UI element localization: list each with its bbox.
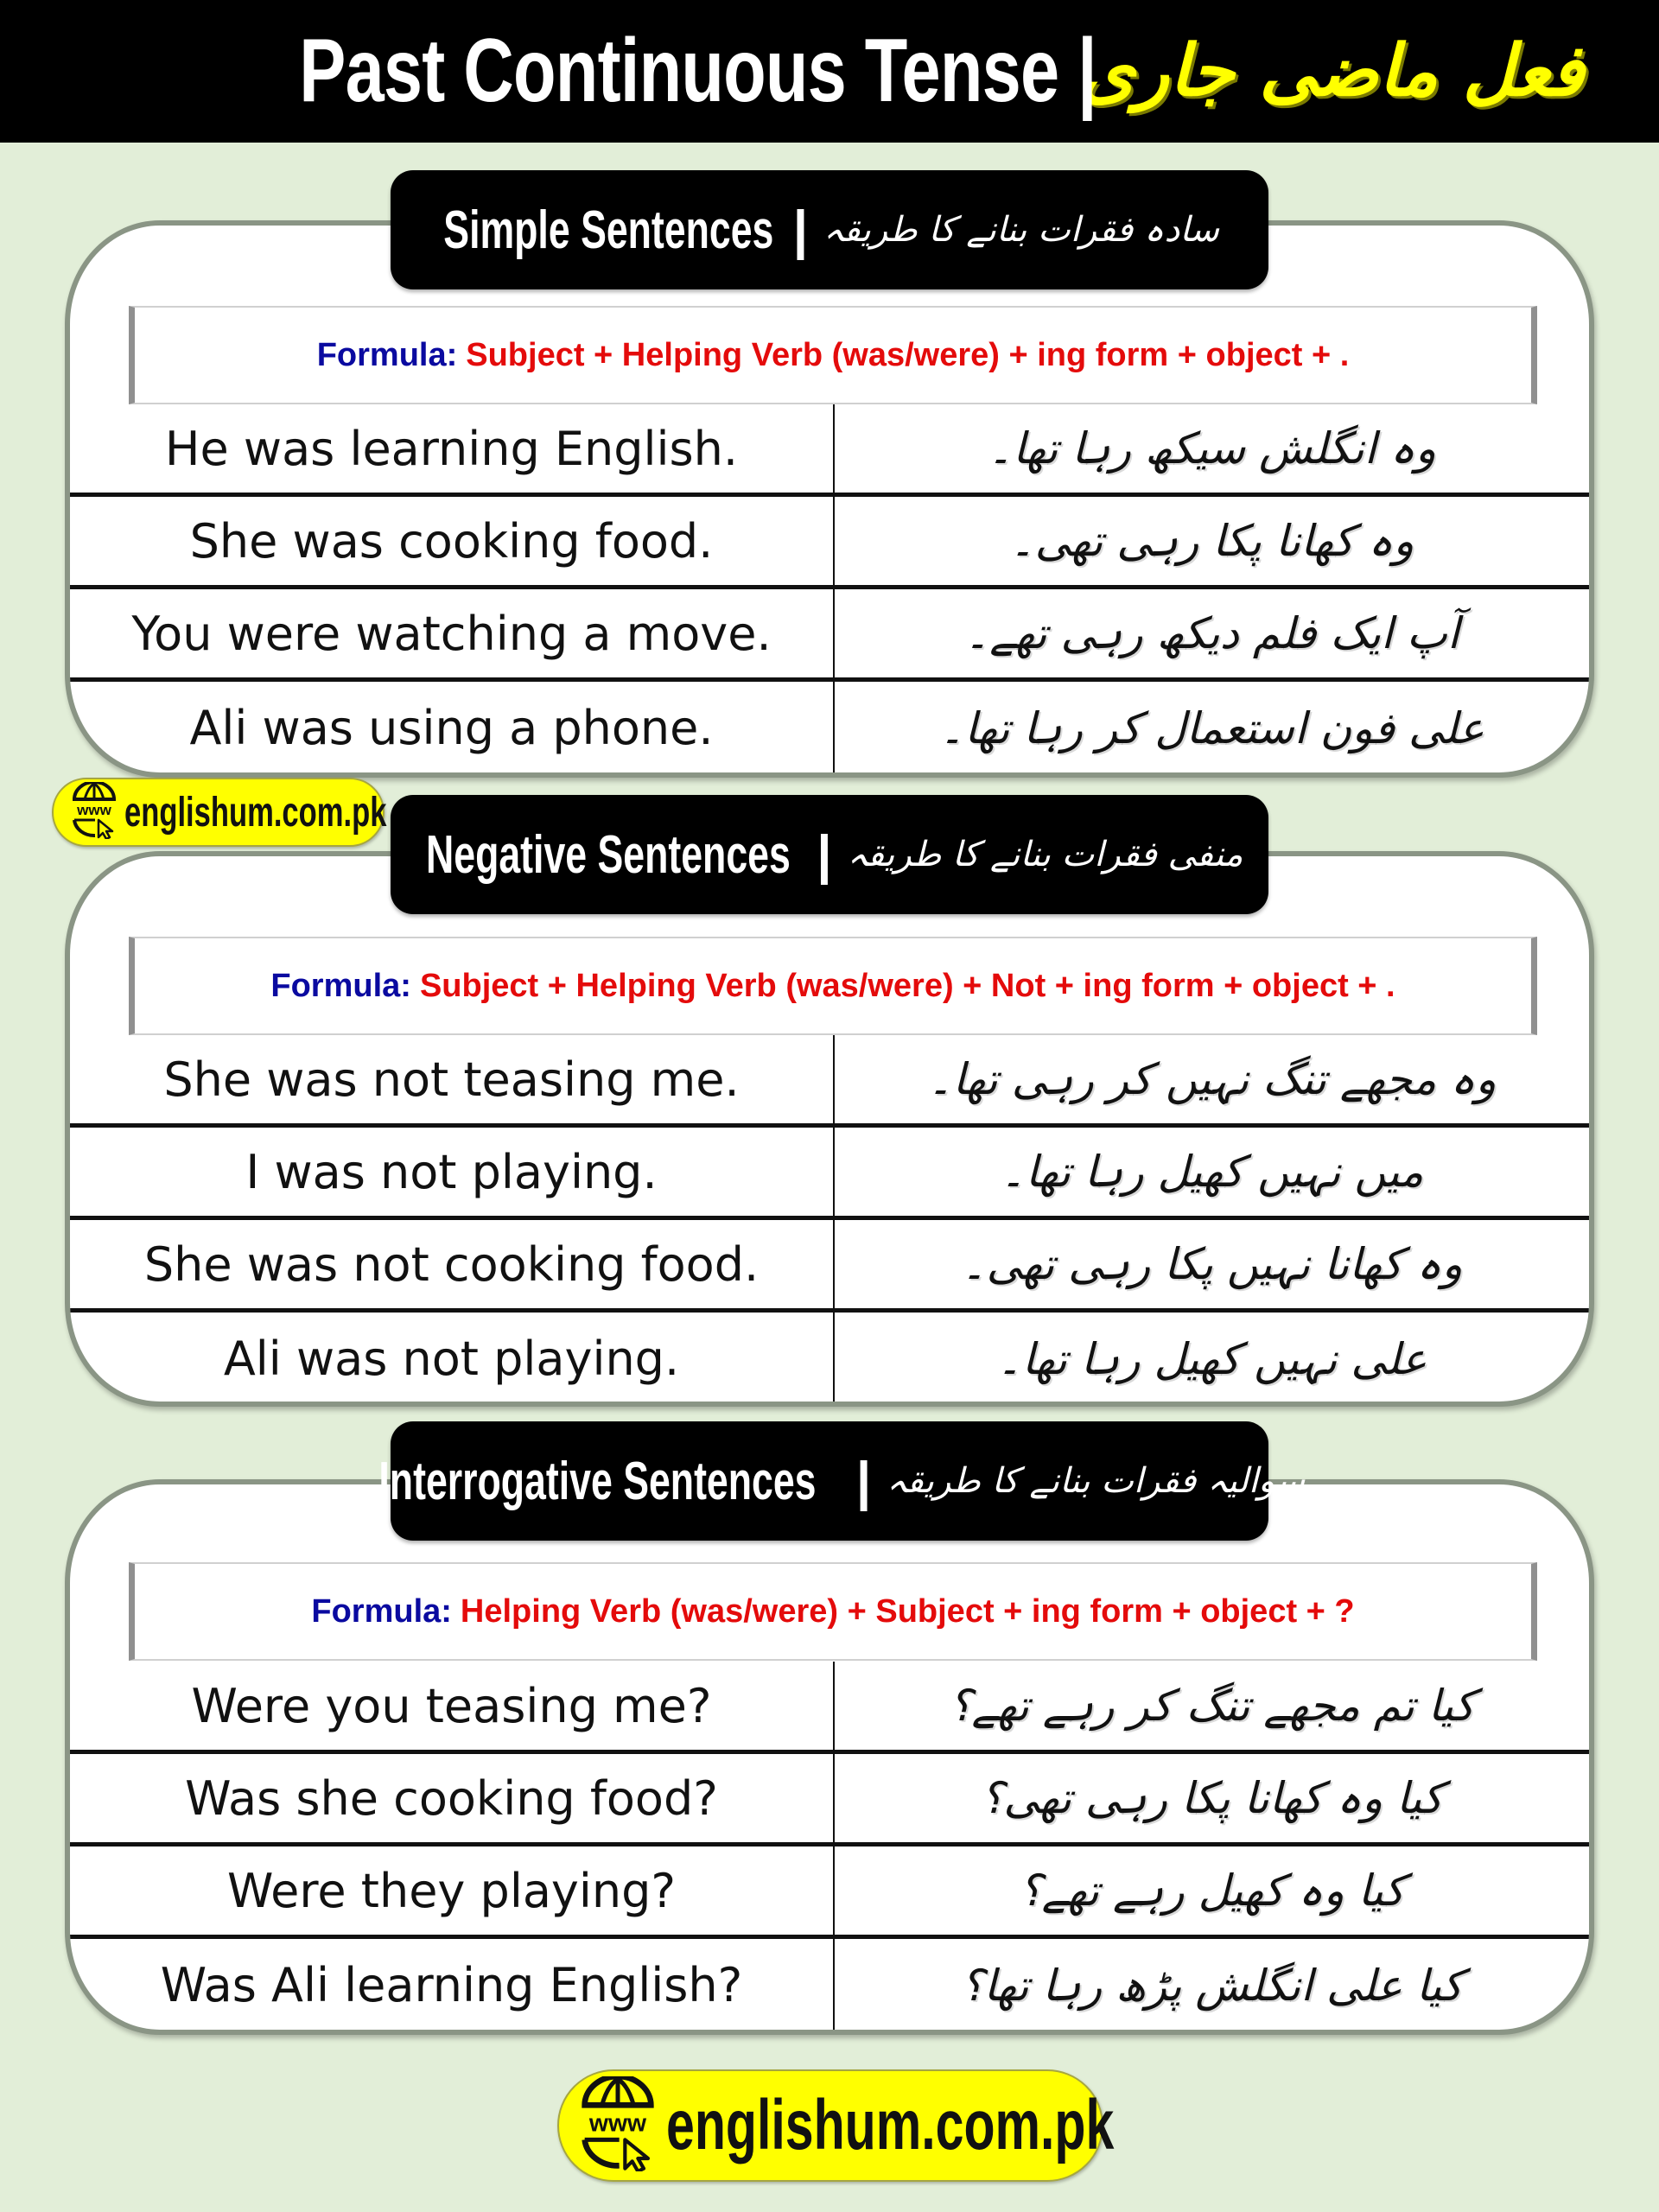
table-row: [70, 497, 1589, 589]
table-row: [70, 404, 1589, 497]
formula-box: [129, 1562, 1537, 1661]
english-sentence: Ali was not playing.: [70, 1313, 835, 1405]
table-row: [70, 682, 1589, 774]
sentence-table: [70, 1035, 1589, 1405]
label-separator: |: [817, 824, 832, 885]
formula-text: Helping Verb (was/were) + Subject + ing form + object + ?: [460, 1592, 1355, 1630]
section-panel-negative: [65, 851, 1594, 1407]
formula-text: Subject + Helping Verb (was/were) + ing form + object + .: [466, 336, 1350, 373]
section-panel-interrogative: [65, 1479, 1594, 2035]
svg-text:www: www: [77, 801, 111, 818]
table-row: [70, 1662, 1589, 1754]
page-header: [0, 0, 1659, 143]
english-sentence: You were watching a move.: [70, 589, 835, 677]
table-row: [70, 1035, 1589, 1128]
section-label-urdu: منفی فقرات بنانے کا طریقہ: [847, 835, 1243, 874]
english-sentence: Was she cooking food?: [70, 1754, 835, 1842]
table-row: [70, 1847, 1589, 1939]
sentence-table: [70, 404, 1589, 774]
svg-text:www: www: [588, 2108, 647, 2137]
section-panel-simple: [65, 220, 1594, 778]
urdu-translation: کیا علی انگلش پڑھ رہا تھا؟: [960, 1960, 1464, 2011]
website-badge-small[interactable]: [52, 778, 385, 847]
english-sentence: He was learning English.: [70, 404, 835, 493]
page-title: Past Continuous Tense |: [299, 21, 1097, 121]
formula-label: Formula:: [311, 1592, 452, 1630]
table-row: [70, 1939, 1589, 2031]
english-sentence: She was not cooking food.: [70, 1220, 835, 1308]
urdu-translation: آپ ایک فلم دیکھ رہی تھے۔: [964, 608, 1459, 658]
page-title-urdu: فعل ماضی جاری: [1079, 30, 1585, 112]
website-url[interactable]: englishum.com.pk: [124, 789, 387, 836]
english-sentence: Were you teasing me?: [70, 1662, 835, 1750]
formula-box: [129, 937, 1537, 1035]
urdu-translation: میں نہیں کھیل رہا تھا۔: [1000, 1147, 1424, 1197]
urdu-translation: وہ کھانا نہیں پکا رہی تھی۔: [961, 1239, 1463, 1289]
formula-box: [129, 306, 1537, 404]
english-sentence: Was Ali learning English?: [70, 1939, 835, 2031]
globe-cursor-icon: [69, 782, 119, 843]
english-sentence: She was not teasing me.: [70, 1035, 835, 1123]
section-label-interrogative: [378, 1421, 1306, 1541]
table-row: [70, 589, 1589, 682]
section-label-urdu: سادہ فقرات بنانے کا طریقہ: [823, 210, 1219, 250]
urdu-translation: کیا تم مجھے تنگ کر رہے تھے؟: [949, 1681, 1475, 1731]
table-row: [70, 1754, 1589, 1847]
website-badge-large[interactable]: [557, 2069, 1115, 2182]
formula-label: Formula:: [270, 967, 411, 1004]
section-label-text: Simple Sentences: [443, 200, 774, 260]
table-row: [70, 1128, 1589, 1220]
urdu-translation: وہ انگلش سیکھ رہا تھا۔: [987, 423, 1437, 474]
english-sentence: I was not playing.: [70, 1128, 835, 1216]
section-label-urdu: سوالیہ فقرات بنانے کا طریقہ: [887, 1461, 1306, 1501]
globe-cursor-icon: [575, 2076, 661, 2176]
urdu-translation: علی نہیں کھیل رہا تھا۔: [996, 1333, 1427, 1384]
section-label-negative: [391, 795, 1268, 914]
table-row: [70, 1313, 1589, 1405]
urdu-translation: کیا وہ کھانا پکا رہی تھی؟: [980, 1773, 1444, 1823]
table-row: [70, 1220, 1589, 1313]
sentence-table: [70, 1662, 1589, 2031]
urdu-translation: علی فون استعمال کر رہا تھا۔: [939, 702, 1485, 753]
formula-text: Subject + Helping Verb (was/were) + Not + ing form + object + .: [419, 967, 1395, 1004]
english-sentence: Were they playing?: [70, 1847, 835, 1935]
section-label-text: Interrogative Sentences: [378, 1451, 817, 1511]
label-separator: |: [855, 1451, 872, 1511]
urdu-translation: وہ کھانا پکا رہی تھی۔: [1009, 516, 1414, 566]
label-separator: |: [792, 200, 809, 260]
section-label-text: Negative Sentences: [426, 824, 791, 885]
english-sentence: She was cooking food.: [70, 497, 835, 585]
formula-label: Formula:: [316, 336, 458, 373]
urdu-translation: کیا وہ کھیل رہے تھے؟: [1019, 1866, 1405, 1916]
section-label-simple: [391, 170, 1268, 289]
website-url[interactable]: englishum.com.pk: [666, 2086, 1115, 2164]
urdu-translation: وہ مجھے تنگ نہیں کر رہی تھا۔: [927, 1054, 1497, 1104]
english-sentence: Ali was using a phone.: [70, 682, 835, 774]
